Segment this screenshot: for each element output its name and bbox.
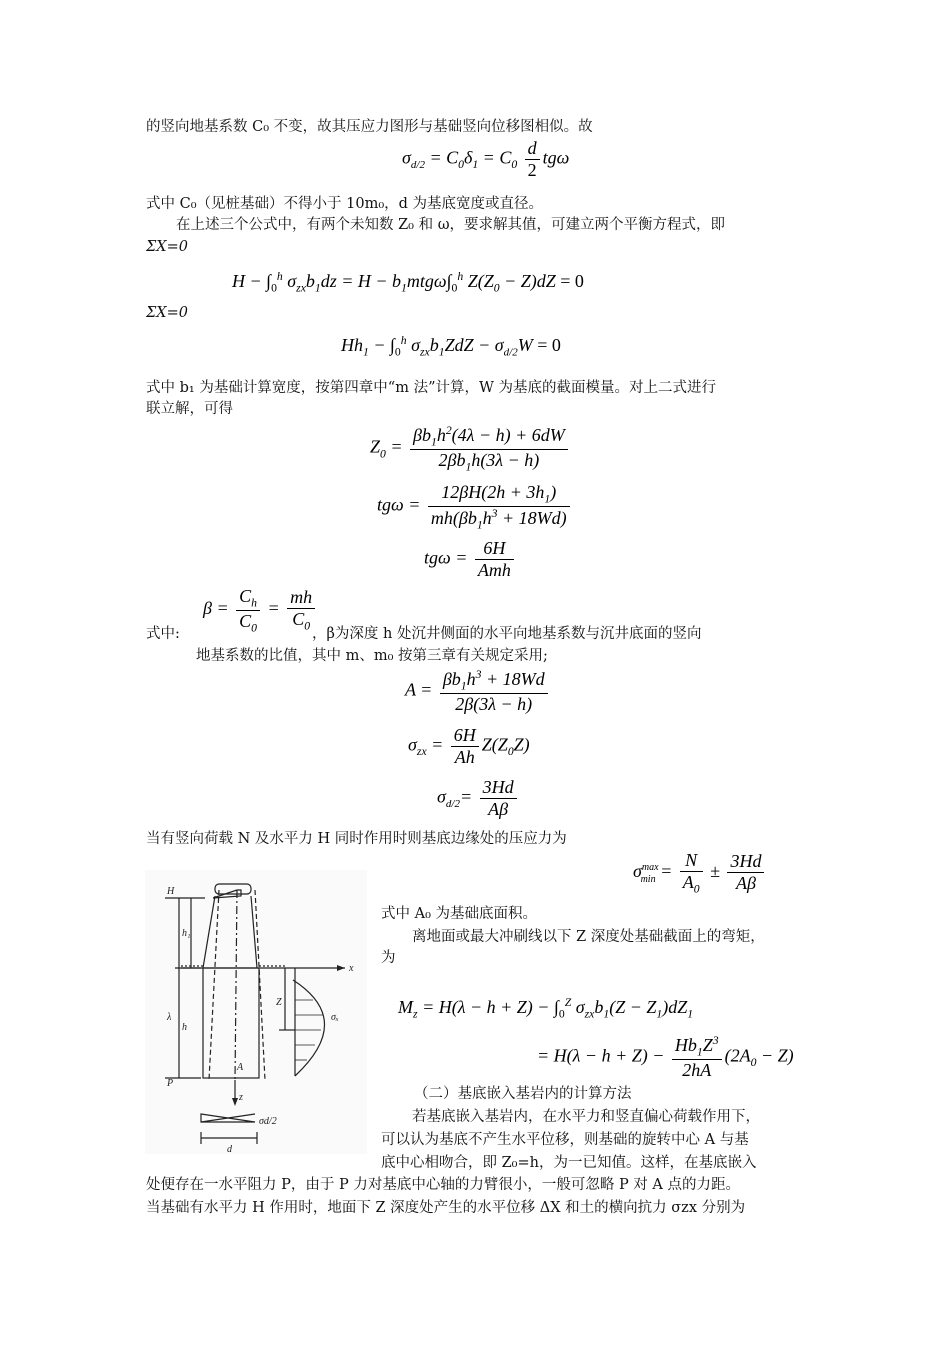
equation-mz-1: $M_z = H(\lambda - h + Z) - \int_0^Z$ $\sigma_{zx}b_1(Z - Z_1)dZ_1$ [398, 996, 694, 1021]
text-line-10: 当有竖向荷载 N 及水平力 H 同时作用时则基底边缘处的压应力为 [146, 831, 567, 847]
equation-horizontal-balance: $H - \int_0^h$ $\sigma_{zx}b_1dz = H - b_1mtg\omega\int_0^h$ $Z(Z_0 - Z)dZ = 0$ [232, 270, 584, 295]
label-x: x [349, 963, 354, 974]
text-line-2: 式中 C₀（见桩基础）不得小于 10m₀，d 为基底宽度或直径。 [146, 196, 544, 212]
equation-z0: $Z_0$ = $\frac{\beta b_1h^2(4\lambda - h) + 6dW}{2\beta b_1h(3\lambda - h)}$ [370, 424, 571, 473]
text-line-7: 联立解，可得 [146, 401, 233, 417]
text-line-4: ΣX=0 [146, 239, 188, 255]
text-line-1: 的竖向地基系数 C₀ 不变，故其压应力图形与基础竖向位移图相似。故 [146, 119, 593, 135]
text-line-9: 地基系数的比值，其中 m、m₀ 按第三章有关规定采用; [196, 648, 548, 664]
label-h: h [182, 1022, 187, 1033]
equation-sigma-zx: $\sigma_{zx}$ = $\frac{6H}{Ah}$ $Z(Z_0Z)$ [408, 725, 530, 767]
label-d: d [227, 1144, 232, 1154]
label-A: A [237, 1062, 244, 1073]
text-line-12: 离地面或最大冲刷线以下 Z 深度处基础截面上的弯矩， [412, 929, 765, 945]
text-line-6: 式中 b₁ 为基础计算宽度，按第四章中“m 法”计算，W 为基底的截面模量。对上二式进行 [146, 380, 717, 396]
equation-beta: β = $\frac{C_h}{C_0}$ = $\frac{mh}{C_0}$ [203, 586, 318, 634]
text-line-16: 可以认为基底不产生水平位移，则基础的旋转中心 A 与基 [381, 1132, 749, 1148]
label-P: P [167, 1078, 174, 1089]
label-Z: Z [276, 997, 282, 1008]
text-line-19: 当基础有水平力 H 作用时，地面下 Z 深度处产生的水平位移 ΔX 和土的横向抗力 σzx 分别为 [146, 1200, 746, 1216]
equation-tg-omega-2: tgω = $\frac{6H}{\text{Amh}}$ [424, 538, 517, 581]
equation-sigma-max-min: $\sigma^{max}_{min}$ = $\frac{N}{A_0}$ ± $\frac{3Hd}{A\beta}$ [633, 850, 767, 896]
text-line-3: 在上述三个公式中，有两个未知数 Z₀ 和 ω，要求解其值，可建立两个平衡方程式，即 [176, 217, 726, 233]
label-z: z [239, 1092, 243, 1103]
label-lambda: λ [167, 1012, 172, 1023]
equation-mz-2: = H(λ − h + Z) − $\frac{Hb_1Z^3}{2hA}$ $(2A_0 - Z)$ [537, 1034, 794, 1080]
text-line-8b: ，β为深度 h 处沉井侧面的水平向地基系数与沉井底面的竖向 [312, 626, 702, 642]
text-line-17: 底中心相吻合，即 Z₀=h，为一已知值。这样，在基底嵌入 [381, 1155, 757, 1171]
label-h1: h₁ [182, 928, 191, 939]
text-line-15: 若基底嵌入基岩内，在水平力和竖直偏心荷载作用下， [412, 1109, 760, 1125]
text-line-18: 处便存在一水平阻力 P，由于 P 力对基底中心轴的力臂很小，一般可忽略 P 对 A 点的力距。 [146, 1177, 741, 1193]
text-line-5: ΣX=0 [146, 305, 188, 321]
equation-a: A = $\frac{\beta b_1h^3 + 18Wd}{2\beta(3\lambda - h)}$ [405, 668, 551, 715]
equation-moment-balance: $Hh_1 - \int_0^h$ $\sigma_{zx}b_1ZdZ - \sigma_{d/2}W = 0$ [341, 334, 561, 359]
label-sigma-x: σₓ [331, 1012, 339, 1023]
label-H: H [167, 886, 175, 897]
text-line-11: 式中 A₀ 为基础底面积。 [381, 906, 538, 922]
caisson-diagram [145, 870, 367, 1154]
text-line-8a: 式中: [146, 626, 180, 642]
text-line-13: 为 [381, 950, 396, 966]
equation-tg-omega-1: tgω = $\frac{12\beta H(2h + 3h_1)}{mh(\beta b_1h^3 + 18Wd)}$ [377, 482, 573, 531]
equation-sigma-d2: $\sigma_{d/2} = C_0\delta_1 = C_0$ $\frac{d}{2}$ tgω [402, 138, 570, 180]
text-line-14: （二）基底嵌入基岩内的计算方法 [414, 1086, 632, 1102]
equation-sigma-d2-result: $\sigma_{d/2}=$ $\frac{3Hd}{A\beta}$ [437, 777, 520, 820]
label-sigma-d2: σd/2 [259, 1116, 277, 1127]
